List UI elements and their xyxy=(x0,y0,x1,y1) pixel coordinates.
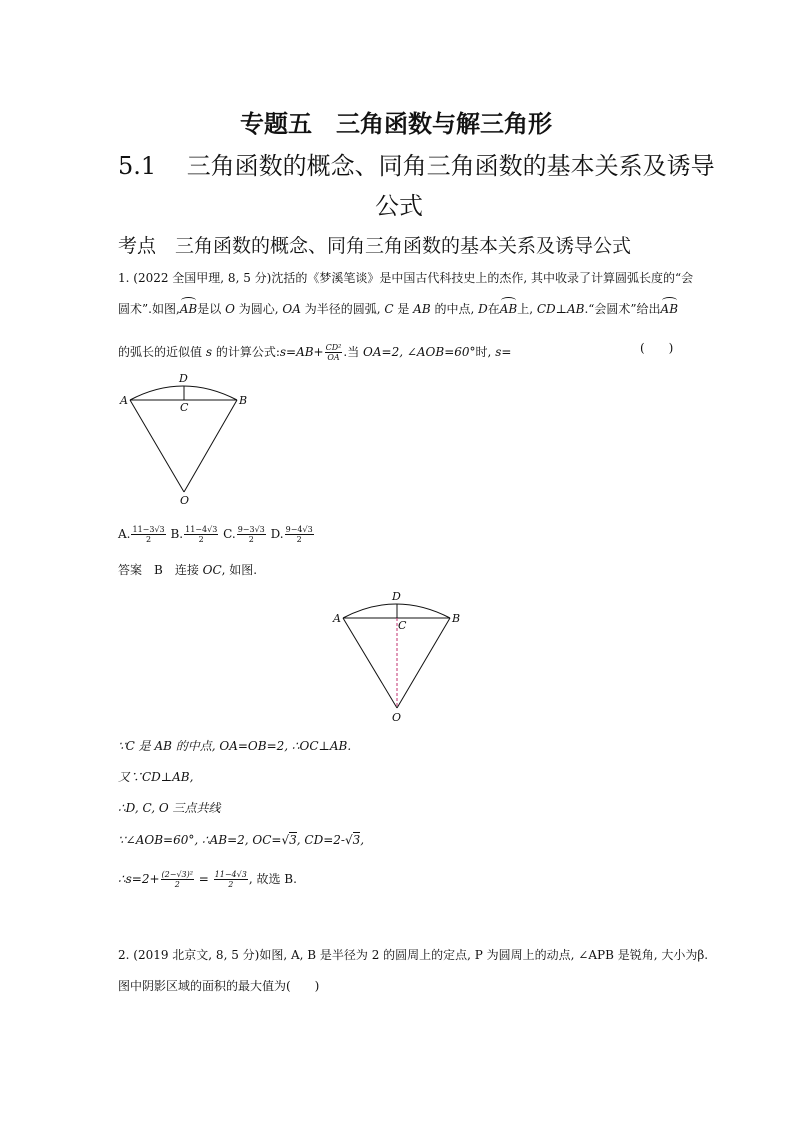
option-a[interactable]: A. $\frac{11-3√3}{2}$ xyxy=(118,525,165,544)
answer-line2: 又∵CD⊥AB, xyxy=(118,770,194,784)
fig1-label-a: A xyxy=(120,394,128,407)
sector-figure-2 xyxy=(328,588,468,728)
q1-line3: 的弧长的近似值 s 的计算公式:s=AB+ $\frac{\text{CD²}}{OA}$ .当 OA=2, ∠AOB=60°时, s= xyxy=(118,343,512,362)
answer-line1: ∵C 是 AB 的中点, OA=OB=2, ∴OC⊥AB. xyxy=(118,739,352,753)
formula-fraction: $\frac{\text{CD²}}{OA}$ xyxy=(325,343,342,362)
fig2-label-d: D xyxy=(392,590,401,603)
section-title-line1 xyxy=(118,146,715,181)
answer-line3: ∴D, C, O 三点共线 xyxy=(118,801,221,815)
q2-line2: 图中阴影区域的面积的最大值为( ) xyxy=(118,979,320,993)
q1-line2: 圆术”.如图,AB是以 O 为圆心, OA 为半径的圆弧, C 是 AB 的中点, D在AB上, CD⊥AB.“会圆术”给出AB xyxy=(118,302,679,316)
section-number: 5.1 xyxy=(118,152,157,180)
fig1-label-o: O xyxy=(180,494,190,507)
kaodian-heading: 考点 三角函数的概念、同角三角函数的基本关系及诱导公式 xyxy=(118,235,632,257)
answer-head: 答案 B 连接 OC, 如图. xyxy=(118,563,258,577)
section-title-line2: 公式 xyxy=(375,192,423,220)
answer-paren: ( ) xyxy=(640,341,674,355)
fig1-label-c: C xyxy=(180,401,189,414)
answer-line5: ∴s=2+ $\frac{\text{(2−√3)²}}{2}$ = $\frac{11-4√3}{2}$ , 故选 B. xyxy=(118,870,297,889)
fig2-label-o: O xyxy=(392,711,402,724)
option-b[interactable]: B. $\frac{11-4√3}{2}$ xyxy=(170,525,218,544)
fig2-label-a: A xyxy=(333,612,341,625)
answer-line4: ∵∠AOB=60°, ∴AB=2, OC=√3, CD=2-√3, xyxy=(118,833,365,847)
chapter-title: 专题五 三角函数与解三角形 xyxy=(240,109,552,138)
fig2-label-c: C xyxy=(398,619,407,632)
fig1-label-d: D xyxy=(179,372,188,385)
q2-line1: 2. (2019 北京文, 8, 5 分)如图, A, B 是半径为 2 的圆周上的定点, P 为圆周上的动点, ∠APB 是锐角, 大小为β. xyxy=(118,948,709,962)
q1-line1: 1. (2022 全国甲理, 8, 5 分)沈括的《梦溪笔谈》是中国古代科技史上的杰作, 其中收录了计算圆弧长度的“会 xyxy=(118,271,694,285)
sector-figure-1 xyxy=(115,368,265,508)
section-title: 三角函数的概念、同角三角函数的基本关系及诱导 xyxy=(186,152,715,180)
option-d[interactable]: D. $\frac{9-4√3}{2}$ xyxy=(270,525,313,544)
q1-options xyxy=(118,525,315,544)
arc-ab: AB xyxy=(179,302,198,316)
fig1-label-b: B xyxy=(239,394,248,407)
option-c[interactable]: C. $\frac{9-3√3}{2}$ xyxy=(223,525,265,544)
fig2-label-b: B xyxy=(452,612,461,625)
